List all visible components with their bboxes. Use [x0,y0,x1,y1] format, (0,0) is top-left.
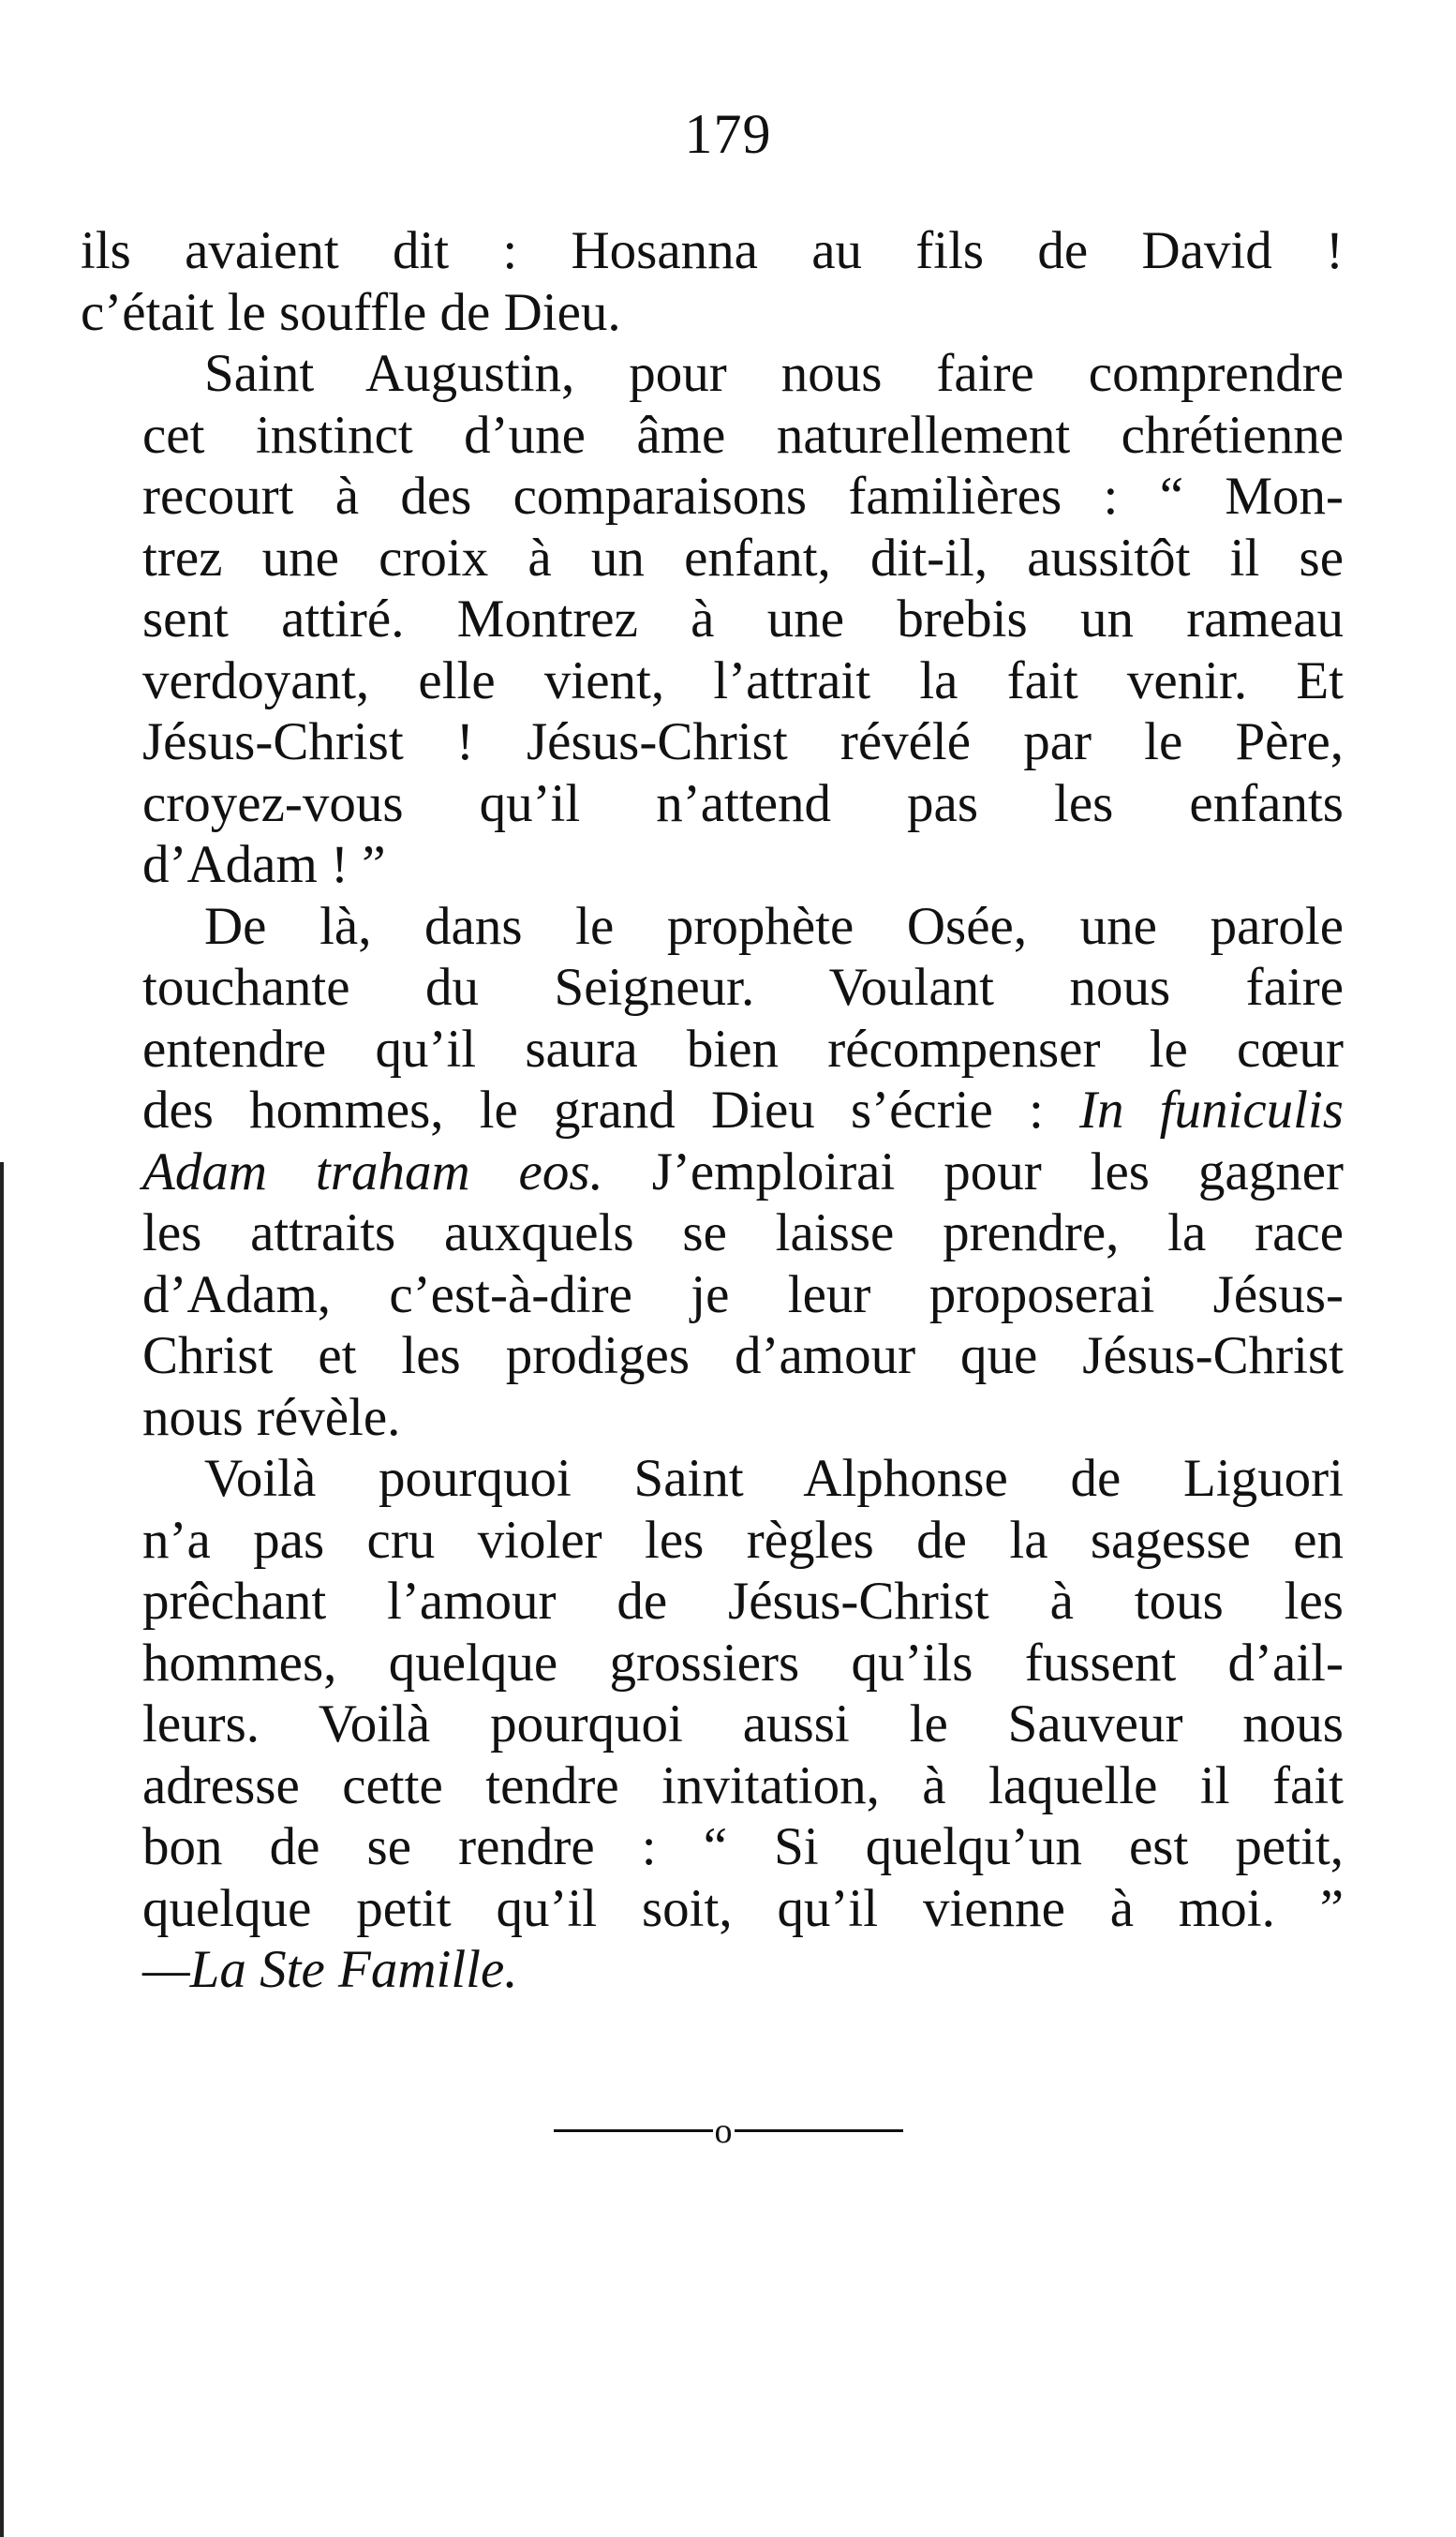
text-segment: J’emploirai pour les gagner [651,1142,1344,1201]
separator-rule-left [554,2129,713,2132]
text-line: nous révèle. [142,1387,401,1447]
latin-quote-start: In funiculis [1079,1081,1344,1140]
text-line: verdoyant, elle vient, l’attrait la fait venir. Et [142,650,1344,710]
text-line: Voilà pourquoi Saint Alphonse de Liguori [204,1449,1344,1508]
paragraph-1 [81,220,1344,343]
text-line-with-latin [81,1142,1344,1203]
text-line: Jésus-Christ ! Jésus-Christ révélé par le Père, [142,712,1344,771]
text-line: prêchant l’amour de Jésus-Christ à tous les [142,1572,1344,1631]
text-line: ils avaient dit : Hosanna au fils de David ! [81,221,1344,280]
paragraph-3 [81,896,1344,1449]
latin-quote-end: Adam traham eos. [142,1142,603,1201]
text-line: hommes, quelque grossiers qu’ils fussent d’ail- [142,1633,1344,1693]
source-attribution: —La Ste Famille. [142,1940,518,1999]
text-line: entendre qu’il saura bien récompenser le cœur [142,1019,1344,1079]
separator-rule-right [735,2129,903,2132]
text-line: Saint Augustin, pour nous faire comprendre [204,344,1344,403]
text-line: trez une croix à un enfant, dit-il, aussitôt il se [142,528,1344,588]
text-line: quelque petit qu’il soit, qu’il vienne à moi. ” [142,1878,1344,1938]
text-line: leurs. Voilà pourquoi aussi le Sauveur nous [142,1694,1344,1754]
body-text [81,220,1344,2001]
section-separator [0,2104,1456,2155]
text-line: touchante du Seigneur. Voulant nous faire [142,958,1344,1017]
text-line: sent attiré. Montrez à une brebis un rameau [142,589,1344,649]
separator-ornament: o [714,2111,733,2151]
text-line: recourt à des comparaisons familières : “ Mon- [142,467,1344,526]
text-line-with-latin [81,1080,1344,1142]
text-line: adresse cette tendre invitation, à laquelle il fait [142,1755,1344,1815]
paragraph-2 [81,343,1344,896]
page-number: 179 [684,103,772,165]
text-line: bon de se rendre : “ Si quelqu’un est petit, [142,1817,1344,1876]
text-line: les attraits auxquels se laisse prendre, la race [142,1203,1344,1262]
text-line: De là, dans le prophète Osée, une parole [204,896,1344,956]
text-line: d’Adam ! ” [142,835,386,894]
text-line: croyez-vous qu’il n’attend pas les enfants [142,773,1344,833]
text-segment: des hommes, le grand Dieu s’écrie : [142,1081,1044,1140]
text-line: Christ et les prodiges d’amour que Jésus-Christ [142,1326,1344,1385]
text-line: c’était le souffle de Dieu. [81,282,621,342]
paragraph-4 [81,1448,1344,2001]
text-line: n’a pas cru violer les règles de la sagesse en [142,1510,1344,1570]
page-binding-edge [0,1162,4,2537]
text-line: cet instinct d’une âme naturellement chrétienne [142,405,1344,465]
text-line: d’Adam, c’est-à-dire je leur proposerai Jésus- [142,1264,1344,1324]
